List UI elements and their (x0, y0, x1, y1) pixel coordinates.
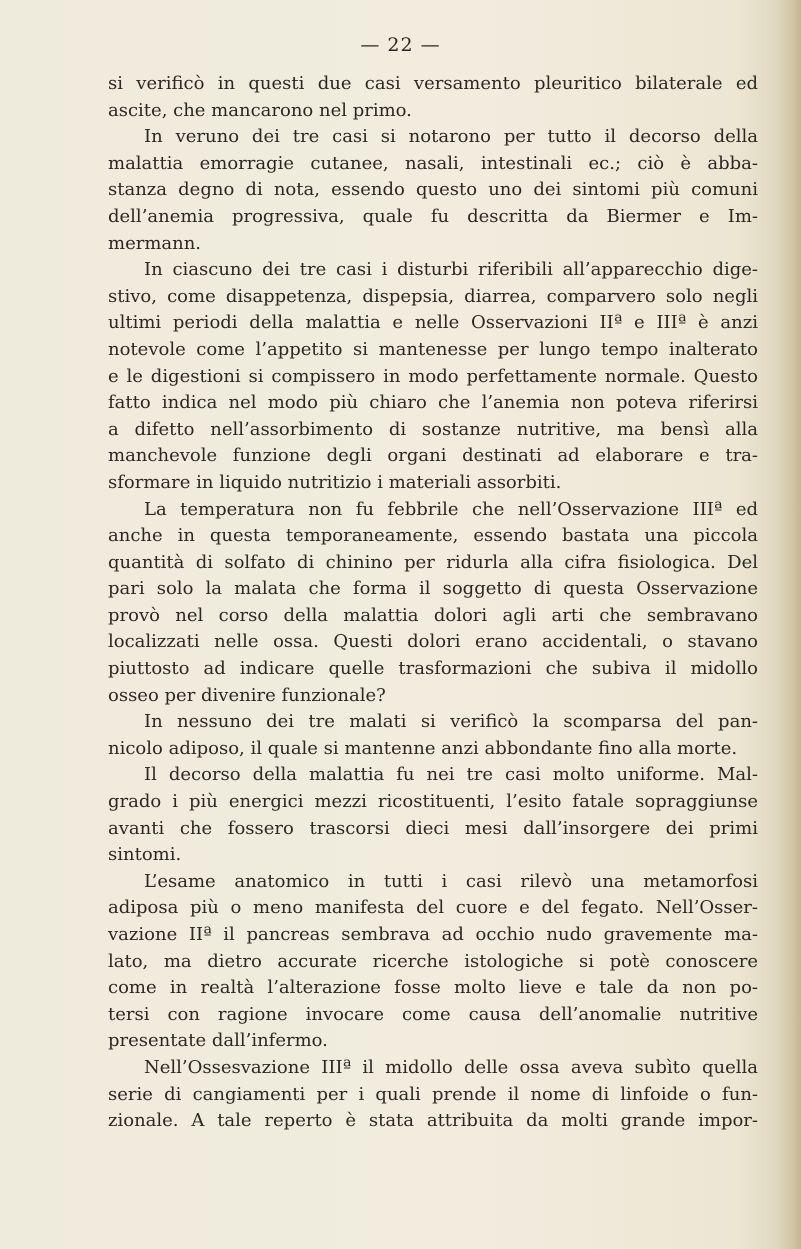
text-line: dell’anemia progressiva, quale fu descritta da Biermer e Im- (108, 205, 758, 227)
text-line: ascite, che mancarono nel primo. (108, 99, 412, 121)
text-line: piuttosto ad indicare quelle trasformazioni che subiva il midollo (108, 658, 758, 680)
text-line: sintomi. (108, 844, 182, 866)
text-line: Il decorso della malattia fu nei tre casi molto uniforme. Mal- (144, 764, 758, 786)
text-line: anche in questa temporaneamente, essendo bastata una piccola (108, 525, 758, 547)
text-line: quantità di solfato di chinino per ridurla alla cifra fisiologica. Del (108, 551, 758, 573)
text-line: e le digestioni si compissero in modo perfettamente normale. Questo (108, 365, 758, 387)
text-line: In nessuno dei tre malati si verificò la scomparsa del pan- (144, 711, 758, 733)
text-line: come in realtà l’alterazione fosse molto lieve e tale da non po- (108, 977, 758, 999)
text-line: In ciascuno dei tre casi i disturbi riferibili all’apparecchio dige- (144, 259, 758, 281)
text-line: manchevole funzione degli organi destinati ad elaborare e tra- (108, 445, 758, 467)
text-line: ultimi periodi della malattia e nelle Osservazioni IIª e IIIª è anzi (108, 312, 758, 334)
text-line: a difetto nell’assorbimento di sostanze nutritive, ma bensì alla (108, 418, 758, 440)
text-line: mermann. (108, 232, 202, 254)
text-line: Nell’Ossesvazione IIIª il midollo delle ossa aveva subìto quella (144, 1056, 758, 1078)
text-line: grado i più energici mezzi ricostituenti, l’esito fatale sopraggiunse (108, 791, 758, 813)
text-line: pari solo la malata che forma il soggetto di questa Osservazione (108, 578, 758, 600)
text-line: notevole come l’appetito si mantenesse per lungo tempo inalterato (108, 338, 758, 360)
text-line: vazione IIª il pancreas sembrava ad occhio nudo gravemente ma- (108, 924, 758, 945)
text-line: osseo per divenire funzionale? (108, 684, 386, 706)
text-line: provò nel corso della malattia dolori agli arti che sembravano (108, 604, 758, 626)
text-line: nicolo adiposo, il quale si mantenne anzi abbondante fino alla morte. (108, 737, 738, 759)
text-line: localizzati nelle ossa. Questi dolori erano accidentali, o stavano (108, 631, 758, 653)
text-line: adiposa più o meno manifesta del cuore e del fegato. Nell’Osser- (108, 897, 758, 919)
page-edge-stain (775, 0, 801, 1249)
text-line: In veruno dei tre casi si notarono per tutto il decorso della (144, 126, 758, 148)
text-line: presentate dall’infermo. (108, 1030, 328, 1052)
text-line: La temperatura non fu febbrile che nell’Osservazione IIIª ed (144, 498, 758, 520)
text-line: malattia emorragie cutanee, nasali, intestinali ec.; ciò è abba- (108, 152, 758, 174)
text-line: stivo, come disappetenza, dispepsia, diarrea, comparvero solo negli (108, 285, 758, 307)
text-line: L’esame anatomico in tutti i casi rilevò una metamorfosi (144, 870, 758, 892)
text-line: avanti che fossero trascorsi dieci mesi dall’insorgere dei primi (108, 817, 758, 839)
text-line: zionale. A tale reperto è stata attribuita da molti grande impor- (108, 1110, 758, 1132)
page-number: — 22 — (360, 34, 441, 56)
text-line: stanza degno di nota, essendo questo uno dei sintomi più comuni (108, 179, 758, 201)
text-line: si verificò in questi due casi versamento pleuritico bilaterale ed (108, 73, 758, 94)
text-line: serie di cangiamenti per i quali prende il nome di linfoide o fun- (108, 1083, 758, 1105)
text-line: fatto indica nel modo più chiaro che l’anemia non poteva riferirsi (108, 392, 758, 414)
body-text (108, 71, 758, 1135)
text-line: lato, ma dietro accurate ricerche istologiche si potè conoscere (108, 950, 758, 972)
text-line: tersi con ragione invocare come causa dell’anomalie nutritive (108, 1003, 758, 1025)
text-line: sformare in liquido nutritizio i materiali assorbiti. (108, 471, 562, 493)
